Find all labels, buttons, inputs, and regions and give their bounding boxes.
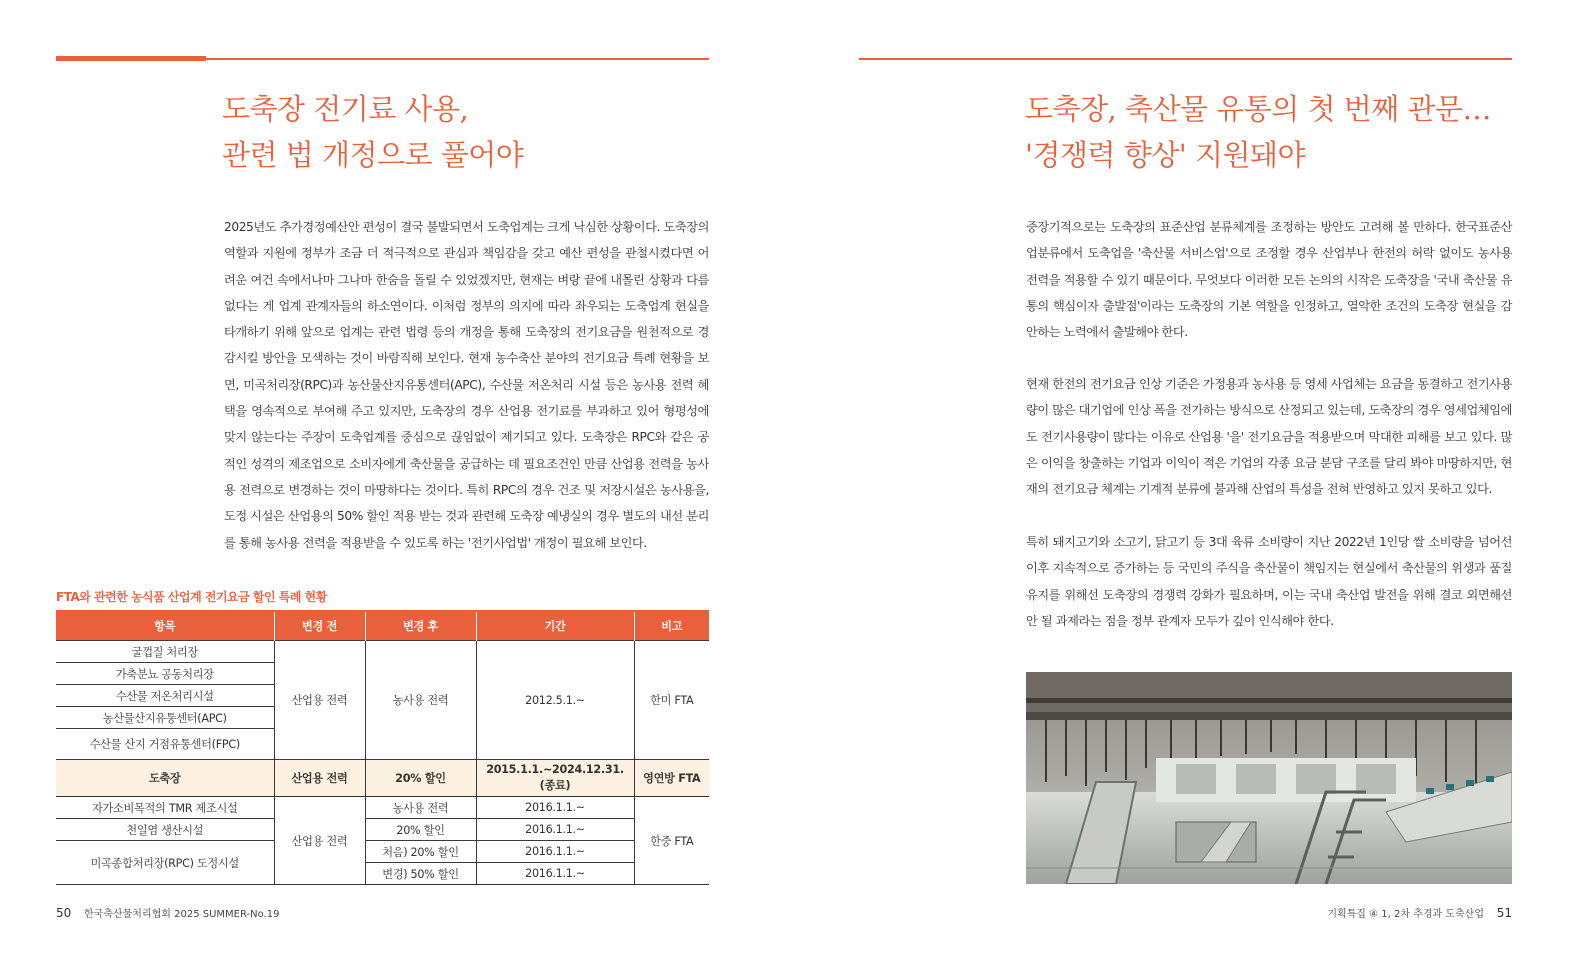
electricity-discount-table: [56, 610, 709, 885]
left-title-line-1: 도축장 전기료 사용,: [222, 92, 469, 126]
table-cell-item: 가축분뇨 공동처리장: [56, 663, 274, 685]
table-cell-item: 굴껍질 처리장: [56, 641, 274, 663]
table-header-row: [56, 611, 709, 641]
table-cell-item: 미곡종합처리장(RPC) 도정시설: [56, 841, 274, 885]
left-footer: [56, 905, 279, 920]
right-body-paragraph-1: 중장기적으로는 도축장의 표준산업 분류체계를 조정하는 방안도 고려해 볼 만하다. 한국표준산업분류에서 도축업을 '축산물 서비스업'으로 조정할 경우 산업부나 한전의 허락 없이도 농사용 전력을 적용할 수 있기 때문이다. 무엇보다 이러한 모든 논의의 시작은 도축장을 '국내 축산물 유통의 핵심이자 출발점'이라는 도축장의 기본 역할을 인정하고, 열악한 조건의 도축장 현실을 감안하는 노력에서 출발해야 한다.: [1026, 220, 1512, 340]
table-cell-item: 수산물 산지 거점유통센터(FPC): [56, 729, 274, 760]
right-footer-text: 기획특집 ④ 1, 2차 추경과 도축산업: [1327, 909, 1484, 920]
period-line-1: 2015.1.1.~2024.12.31.: [486, 763, 624, 776]
table-row: [56, 641, 709, 663]
table-cell-before: 산업용 전력: [274, 641, 365, 760]
table-cell-note: 한중 FTA: [634, 797, 709, 885]
header-note: 비고: [634, 611, 709, 641]
table-cell-after: 변경) 50% 할인: [365, 863, 476, 885]
table-cell-after: 20% 할인: [365, 819, 476, 841]
right-article-title: [1025, 86, 1491, 178]
table-cell-period: 2012.5.1.~: [476, 641, 634, 760]
left-body-paragraph: 2025년도 추가경정예산안 편성이 결국 불발되면서 도축업계는 크게 낙심한 상황이다. 도축장의 역할과 지원에 정부가 조금 더 적극적으로 관심과 책임감을 갖고 예산 편성을 관철시켰다면 어려운 여건 속에서나마 그나마 한숨을 돌릴 수 있었겠지만, 현재는 벼랑 끝에 내몰린 상황과 다름없다는 게 업계 관계자들의 하소연이다. 이처럼 정부의 의지에 따라 좌우되는 도축업계 현실을 타개하기 위해 앞으로 업계는 관련 법령 등의 개정을 통해 도축장의 전기요금을 원천적으로 경감시킬 방안을 모색하는 것이 바람직해 보인다. 현재 농수축산 분야의 전기요금 특례 현황을 보면, 미곡처리장(RPC)과 농산물산지유통센터(APC), 수산물 저온처리 시설 등은 농사용 전력 혜택을 영속적으로 부여해 주고 있지만, 도축장의 경우 산업용 전기료를 부과하고 있어 형평성에 맞지 않는다는 주장이 도축업계를 중심으로 끊임없이 제기되고 있다. 도축장은 RPC와 같은 공적인 성격의 제조업으로 소비자에게 축산물을 공급하는 데 필요조건인 만큼 산업용 전력을 농사용 전력으로 변경하는 것이 마땅하다는 것이다. 특히 RPC의 경우 건조 및 저장시설은 농사용을, 도정 시설은 산업용의 50% 할인 적용 받는 것과 관련해 도축장 예냉실의 경우 별도의 내선 분리를 통해 농사용 전력을 적용받을 수 있도록 하는 '전기사업법' 개정이 필요해 보인다.: [224, 220, 709, 550]
header-period: 기간: [476, 611, 634, 641]
period-line-2: (종료): [539, 779, 571, 792]
right-title-line-1: 도축장, 축산물 유통의 첫 번째 관문…: [1025, 92, 1492, 126]
table-cell-after: 20% 할인: [365, 760, 476, 797]
header-before: 변경 전: [274, 611, 365, 641]
right-page-number: 51: [1496, 906, 1512, 920]
table-cell-item: 천일염 생산시설: [56, 819, 274, 841]
header-item: 항목: [56, 611, 274, 641]
table-cell-after: 농사용 전력: [365, 641, 476, 760]
table-cell-before: 산업용 전력: [274, 760, 365, 797]
table-cell-item: 자가소비목적의 TMR 제조시설: [56, 797, 274, 819]
table-cell-period: [476, 760, 634, 797]
table-caption: FTA와 관련한 농식품 산업계 전기요금 할인 특례 현황: [56, 590, 327, 604]
table-cell-item: 도축장: [56, 760, 274, 797]
table-cell-after: 농사용 전력: [365, 797, 476, 819]
table-cell-note: 영연방 FTA: [634, 760, 709, 797]
table-cell-after: 처음) 20% 할인: [365, 841, 476, 863]
table-row: [56, 797, 709, 819]
table-row-highlight: [56, 760, 709, 797]
left-footer-text: 한국축산물처리협회 2025 SUMMER-No.19: [84, 909, 280, 920]
right-header-rule: [859, 58, 1512, 60]
left-title-line-2: 관련 법 개정으로 풀어야: [222, 138, 524, 172]
table-cell-period: 2016.1.1.~: [476, 819, 634, 841]
right-title-line-2: '경쟁력 향상' 지원돼야: [1025, 138, 1306, 172]
header-after: 변경 후: [365, 611, 476, 641]
table-cell-period: 2016.1.1.~: [476, 797, 634, 819]
table-row: [56, 841, 709, 863]
table-row: [56, 819, 709, 841]
table-cell-item: 농산물산지유통센터(APC): [56, 707, 274, 729]
table-cell-period: 2016.1.1.~: [476, 841, 634, 863]
left-article-title: [222, 86, 523, 178]
right-footer: [1327, 905, 1512, 920]
left-page-number: 50: [56, 906, 72, 920]
left-header-accent-bar: [56, 56, 206, 61]
table-cell-item: 수산물 저온처리시설: [56, 685, 274, 707]
table-cell-period: 2016.1.1.~: [476, 863, 634, 885]
right-body-paragraph-2: 현재 한전의 전기요금 인상 기준은 가정용과 농사용 등 영세 사업체는 요금을 동결하고 전기사용량이 많은 대기업에 인상 폭을 전가하는 방식으로 산정되고 있는데, 도축장의 경우 영세업체임에도 전기사용량이 많다는 이유로 산업용 '을' 전기요금을 적용받으며 막대한 피해를 보고 있다. 많은 이익을 창출하는 기업과 이익이 적은 기업의 각종 요금 분담 구조를 달리 봐야 마땅하지만, 현재의 전기요금 체계는 기계적 분류에 불과해 산업의 특성을 전혀 반영하고 있지 못하고 있다.: [1026, 377, 1512, 497]
right-body-paragraph-3: 특히 돼지고기와 소고기, 닭고기 등 3대 육류 소비량이 지난 2022년 1인당 쌀 소비량을 넘어선 이후 지속적으로 증가하는 등 국민의 주식을 축산물이 책임지는 현실에서 축산물의 위생과 품질 유지를 위해선 도축장의 경쟁력 강화가 필요하며, 이는 국내 축산업 발전을 위해 결코 외면해선 안 될 과제라는 점을 정부 관계자 모두가 깊이 인식해야 한다.: [1026, 535, 1512, 628]
table-cell-note: 한미 FTA: [634, 641, 709, 760]
table-cell-before: 산업용 전력: [274, 797, 365, 885]
slaughterhouse-photo: [1026, 672, 1512, 884]
